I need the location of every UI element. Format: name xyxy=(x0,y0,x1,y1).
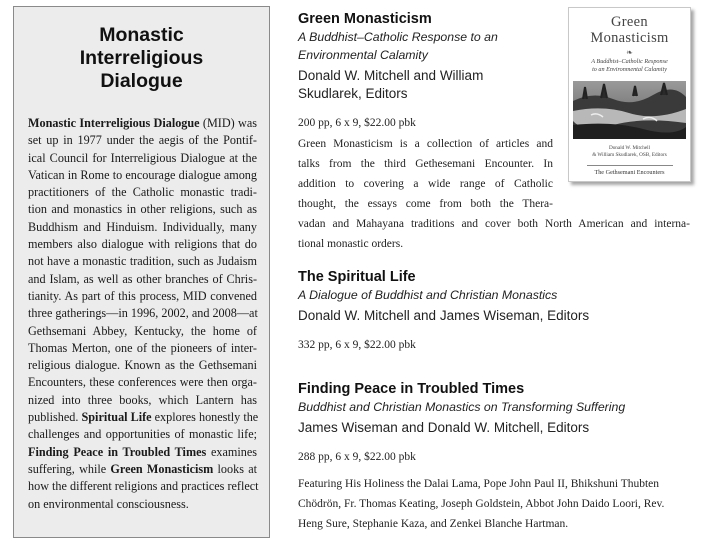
sidebar-body-line xyxy=(28,426,257,443)
body-text: nized into three books, which Lantern has xyxy=(28,392,257,407)
body-text: tion and monastics in other religions, such as xyxy=(28,202,257,217)
desc-line: vadan and Mahayana traditions and cover both North American and interna- xyxy=(298,218,690,230)
body-text: three gatherings—in 1996, 2002, and 2008—at xyxy=(28,306,258,321)
book-title: The Spiritual Life xyxy=(298,269,416,285)
subtitle-line: A Buddhist–Catholic Response to an xyxy=(298,30,498,44)
sidebar-body-line xyxy=(28,253,257,270)
cover-editors-line: & William Skudlarek, OSB, Editors xyxy=(592,152,667,158)
cover-subtitle-line: A Buddhist–Catholic Response xyxy=(591,58,668,65)
body-text: ical Council for Interreligious Dialogue at the xyxy=(28,150,257,165)
body-text: members also dialogue with religions that do xyxy=(28,237,257,252)
sidebar-body-line xyxy=(28,444,257,461)
sidebar-body-line xyxy=(28,374,257,391)
sidebar-body xyxy=(28,115,257,513)
desc-line: Green Monasticism is a collection of articles and xyxy=(298,138,553,150)
body-text: how the different religions and practices reflect xyxy=(28,479,259,494)
body-text: practitioners of the Catholic monastic tradi- xyxy=(28,185,257,200)
book-spiritual-life xyxy=(298,268,690,353)
subtitle-line: Environmental Calamity xyxy=(298,48,428,62)
sidebar-title-line: Monastic xyxy=(99,24,184,46)
book-editors xyxy=(298,307,690,325)
body-text: and Islam, as well as other branches of Chris- xyxy=(28,271,257,286)
mid-sidebar xyxy=(13,6,270,538)
desc-line: addition to covering a wide range of Catholic xyxy=(298,178,553,190)
book-description xyxy=(298,474,690,534)
desc-line: Featuring His Holiness the Dalai Lama, Pope John Paul II, Bhikshuni Thubten xyxy=(298,478,660,490)
sidebar-title-line: Interreligious xyxy=(79,47,204,69)
sidebar-body-line xyxy=(28,184,257,201)
sidebar-body-line xyxy=(28,132,257,149)
body-text: published. xyxy=(28,410,82,425)
body-text: Thomas Merton, one of the pioneers of inter- xyxy=(28,340,257,355)
sidebar-body-line xyxy=(28,150,257,167)
cover-publisher: The Gethsemani Encounters xyxy=(569,165,690,176)
sidebar-body-line xyxy=(28,201,257,218)
desc-line: Chödrön, Fr. Thomas Keating, Joseph Goldstein, Abbot John Daido Loori, Rev. xyxy=(298,498,665,510)
body-text: religious dialogue. Known as the Gethsemani xyxy=(28,358,257,373)
sidebar-body-line xyxy=(28,167,257,184)
body-text: Gethsemani Abbey, Kentucky, the home of xyxy=(28,323,257,338)
body-text: not have a monastic tradition, such as Judaism xyxy=(28,254,257,269)
bold-text: Green Monasticism xyxy=(110,461,214,476)
desc-line: Heng Sure, Stephanie Kaza, and Zenkei Blanche Hartman. xyxy=(298,518,569,530)
subtitle-line: A Dialogue of Buddhist and Christian Monastics xyxy=(298,288,558,302)
desc-line: tional monastic orders. xyxy=(298,238,404,250)
editors-line: Donald W. Mitchell and William xyxy=(298,68,484,83)
body-text: looks at xyxy=(213,461,257,476)
sidebar-body-line xyxy=(28,340,257,357)
sidebar-body-line xyxy=(28,271,257,288)
book-subtitle xyxy=(298,398,690,416)
body-text: tianity. As part of this process, MID convened xyxy=(28,288,257,303)
body-text: Encounters, these conferences were then orga- xyxy=(28,375,257,390)
cover-title-line: Monasticism xyxy=(590,30,669,46)
body-text: (MID) was xyxy=(199,116,257,130)
subtitle-line: Buddhist and Christian Monastics on Transforming Suffering xyxy=(298,400,626,414)
bold-text: Monastic Interreligious Dialogue xyxy=(28,116,200,130)
editors-line: Donald W. Mitchell and James Wiseman, Editors xyxy=(298,308,590,323)
sidebar-body-line xyxy=(28,496,257,513)
body-text: set up in 1977 under the aegis of the Pontif- xyxy=(28,133,257,148)
book-subtitle xyxy=(298,28,560,64)
book-title: Finding Peace in Troubled Times xyxy=(298,381,525,397)
sidebar-body-line xyxy=(28,115,257,132)
sidebar-body-line xyxy=(28,323,257,340)
sidebar-body-line xyxy=(28,478,257,495)
sidebar-body-line xyxy=(28,305,257,322)
book-subtitle xyxy=(298,286,690,304)
cover-title-line: Green xyxy=(611,14,648,30)
editors-line: James Wiseman and Donald W. Mitchell, Editors xyxy=(298,420,590,435)
body-text: challenges and opportunities of monastic life; xyxy=(28,427,257,442)
bold-text: Finding Peace in Troubled Times xyxy=(28,444,207,459)
sidebar-title-line: Dialogue xyxy=(100,70,183,92)
book-cover-image xyxy=(568,7,691,182)
sidebar-title xyxy=(14,24,269,93)
body-text: explores honestly the xyxy=(151,410,259,425)
sidebar-body-line xyxy=(28,392,257,409)
desc-line: thought, the essays come from both the Thera- xyxy=(298,198,553,210)
book-editors xyxy=(298,67,560,103)
book-meta: 200 pp, 6 x 9, $22.00 pbk xyxy=(298,117,416,129)
cover-editors xyxy=(569,145,690,159)
book-meta: 288 pp, 6 x 9, $22.00 pbk xyxy=(298,451,416,463)
body-text: suffering, while xyxy=(28,461,111,476)
sidebar-body-line xyxy=(28,409,257,426)
cover-title xyxy=(569,14,690,46)
body-text: Vatican in Rome to encourage dialogue among xyxy=(28,167,257,182)
cover-editors-line: Donald W. Mitchell xyxy=(608,145,651,151)
landscape-photo xyxy=(573,81,686,139)
sidebar-body-line xyxy=(28,357,257,374)
bold-text: Spiritual Life xyxy=(81,410,152,425)
desc-line: talks from the third Gethesemani Encounter. In xyxy=(298,158,553,170)
book-green-monasticism xyxy=(298,10,560,131)
sidebar-body-line xyxy=(28,461,257,478)
cover-subtitle xyxy=(569,58,690,74)
book-title: Green Monasticism xyxy=(298,11,432,27)
editors-line: Skudlarek, Editors xyxy=(298,86,408,101)
book-editors xyxy=(298,419,690,437)
book-finding-peace xyxy=(298,380,690,534)
body-text: on environmental consciousness. xyxy=(28,496,189,511)
sidebar-body-line xyxy=(28,288,257,305)
body-text: examines xyxy=(206,444,257,459)
body-text: Buddhism and Hinduism. Individually, many xyxy=(28,219,257,234)
sidebar-body-line xyxy=(28,219,257,236)
cover-subtitle-line: to an Environmental Calamity xyxy=(592,66,667,73)
book-meta: 332 pp, 6 x 9, $22.00 pbk xyxy=(298,339,416,351)
ornament-icon: ❧ xyxy=(626,48,633,57)
sidebar-body-line xyxy=(28,236,257,253)
